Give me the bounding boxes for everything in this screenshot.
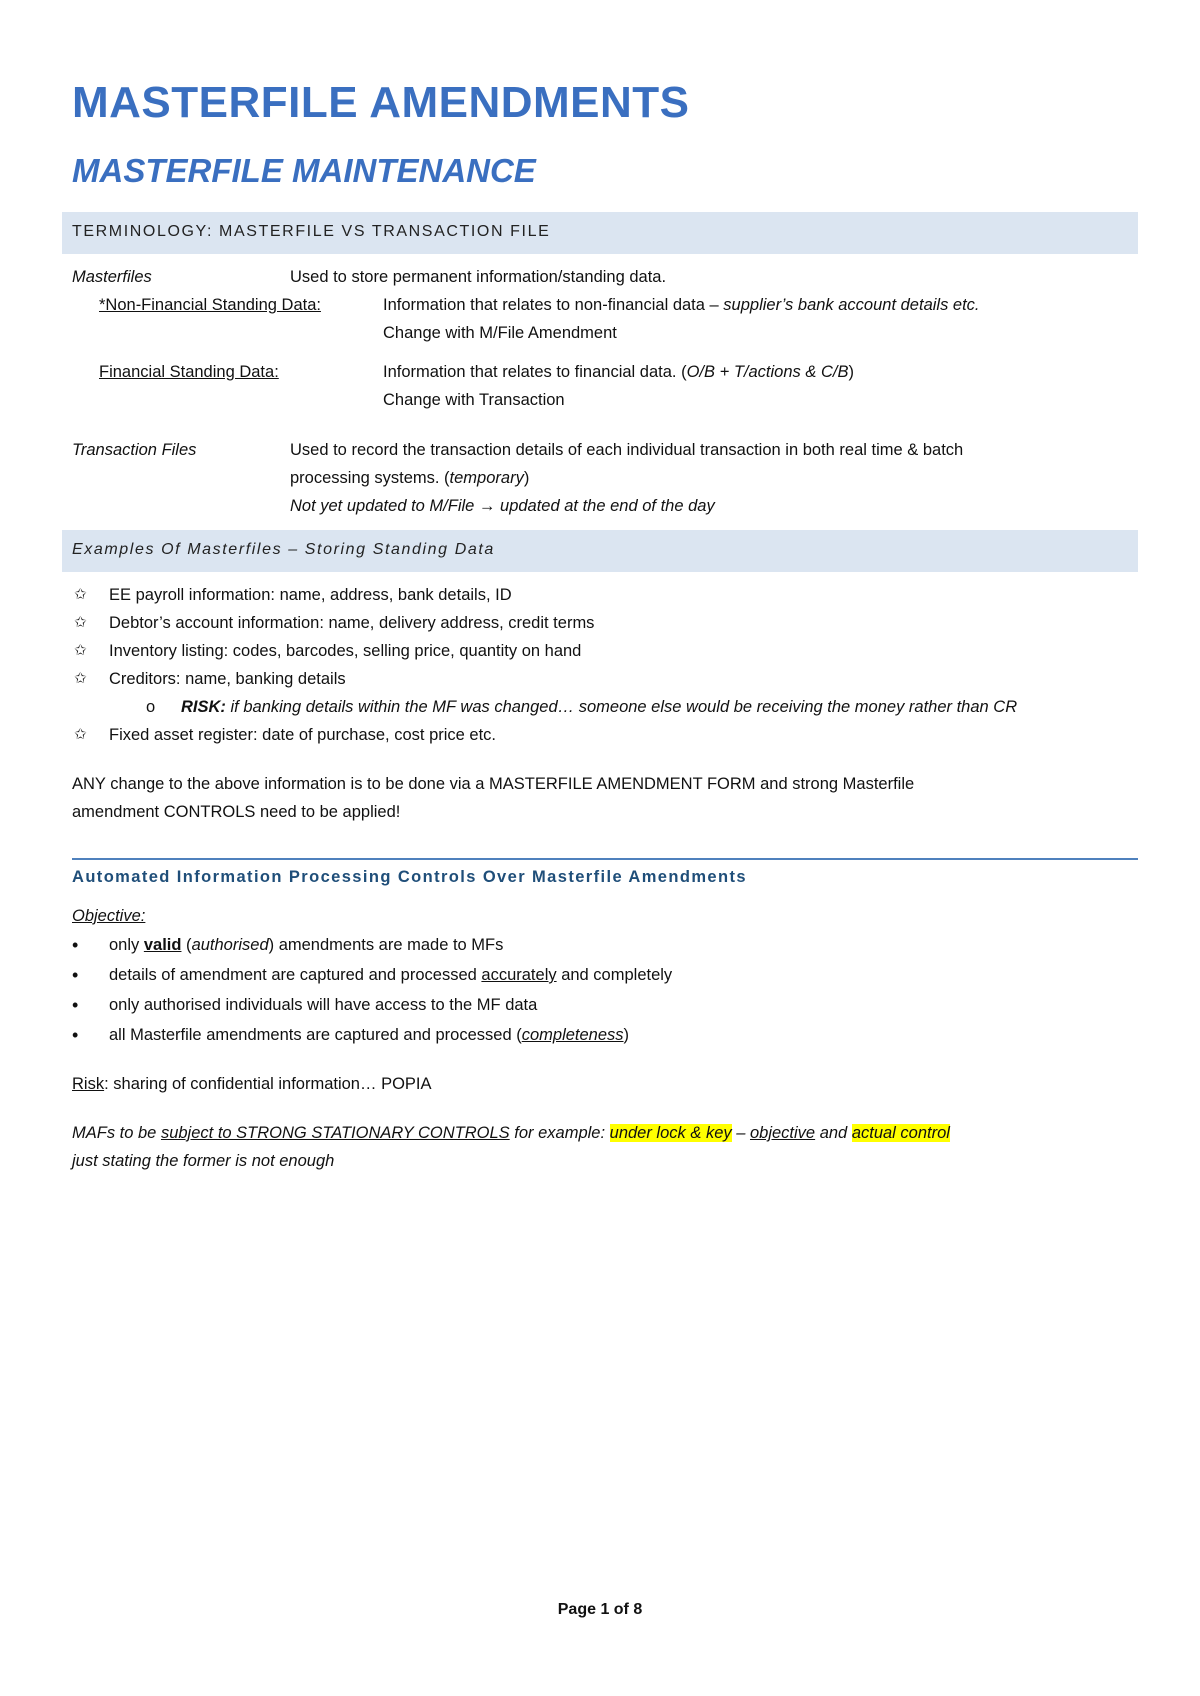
risk-label: Risk <box>72 1075 105 1093</box>
trans-desc-line2 <box>290 468 529 488</box>
b2-a: details of amendment are captured and processed <box>109 966 482 984</box>
masterfiles-label: Masterfiles <box>72 268 152 286</box>
b2-acc: accurately <box>481 966 557 984</box>
risk-sub-label: RISK: <box>181 698 226 716</box>
maf-actual-highlight: actual control <box>851 1124 950 1142</box>
objective-item-4 <box>109 1025 629 1045</box>
objective-label: Objective: <box>72 907 146 925</box>
trans-desc2-italic: temporary <box>449 469 524 487</box>
star-bullet-icon: ✩ <box>74 642 87 659</box>
amendment-note-line2: amendment CONTROLS need to be applied! <box>72 803 401 821</box>
nonfin-desc <box>383 295 980 315</box>
maf-line1 <box>72 1123 950 1143</box>
nonfin-desc-italic: supplier’s bank account details etc. <box>723 296 980 314</box>
nonfin-change: Change with M/File Amendment <box>383 324 617 342</box>
objective-item-1 <box>109 935 503 955</box>
example-item-3: Inventory listing: codes, barcodes, selling price, quantity on hand <box>109 642 582 660</box>
maf-a: MAFs to be <box>72 1124 161 1142</box>
objective-item-2 <box>109 965 672 985</box>
risk-line <box>72 1074 432 1094</box>
fin-change: Change with Transaction <box>383 391 565 409</box>
fin-desc-italic: O/B + T/actions & C/B <box>686 363 849 381</box>
fin-desc-end: ) <box>848 363 854 381</box>
maf-subject: subject to STRONG STATIONARY CONTROLS <box>160 1124 510 1142</box>
b4-b: ) <box>623 1026 630 1044</box>
star-bullet-icon: ✩ <box>74 726 87 743</box>
bullet-icon: • <box>72 965 79 985</box>
masterfiles-desc: Used to store permanent information/standing data. <box>290 268 667 286</box>
controls-heading: Automated Information Processing Controls Over Masterfile Amendments <box>72 868 747 886</box>
b1-auth: authorised <box>191 936 269 954</box>
example-item-5: Fixed asset register: date of purchase, cost price etc. <box>109 726 497 744</box>
fin-desc-text: Information that relates to financial data. ( <box>383 363 687 381</box>
fin-label: Financial Standing Data: <box>99 363 279 381</box>
star-bullet-icon: ✩ <box>74 614 87 631</box>
trans-desc-line1: Used to record the transaction details of each individual transaction in both real time & batch <box>290 441 964 459</box>
bullet-icon: • <box>72 935 79 955</box>
maf-d: and <box>815 1124 852 1142</box>
fin-desc <box>383 362 854 382</box>
b4-comp: completeness <box>521 1026 624 1044</box>
b1-c: ) amendments are made to MFs <box>268 936 504 954</box>
page-number: Page 1 of 8 <box>557 1601 643 1618</box>
example-item-4: Creditors: name, banking details <box>109 670 346 688</box>
b4-a: all Masterfile amendments are captured and processed ( <box>109 1026 522 1044</box>
maf-c: – <box>731 1124 750 1142</box>
star-bullet-icon: ✩ <box>74 670 87 687</box>
trans-label: Transaction Files <box>72 441 197 459</box>
example-item-1: EE payroll information: name, address, bank details, ID <box>109 586 512 604</box>
trans-desc2-end: ) <box>523 469 530 487</box>
risk-text: : sharing of confidential information… POPIA <box>104 1075 432 1093</box>
terminology-heading: TERMINOLOGY: MASTERFILE VS TRANSACTION FILE <box>72 223 551 240</box>
risk-sub-text: if banking details within the MF was changed… someone else would be receiving the money rather than CR <box>225 698 1018 716</box>
b1-valid: valid <box>143 936 182 954</box>
bullet-icon: • <box>72 995 79 1015</box>
sub-bullet-marker: o <box>146 698 156 716</box>
bullet-icon: • <box>72 1025 79 1045</box>
nonfin-label: *Non-Financial Standing Data: <box>99 296 321 314</box>
b2-b: and completely <box>556 966 673 984</box>
nonfin-desc-text: Information that relates to non-financial data – <box>383 296 724 314</box>
maf-objective: objective <box>749 1124 816 1142</box>
example-item-2: Debtor’s account information: name, delivery address, credit terms <box>109 614 595 632</box>
trans-note: Not yet updated to M/File → updated at the end of the day <box>290 497 715 515</box>
maf-b: for example: <box>509 1124 610 1142</box>
page-title: MASTERFILE AMENDMENTS <box>72 78 690 127</box>
maf-lock-highlight: under lock & key <box>609 1124 732 1142</box>
star-bullet-icon: ✩ <box>74 586 87 603</box>
examples-heading: Examples Of Masterfiles – Storing Standing Data <box>72 541 495 558</box>
objective-item-3: only authorised individuals will have access to the MF data <box>109 996 538 1014</box>
b1-a: only <box>109 936 144 954</box>
page-subtitle: MASTERFILE MAINTENANCE <box>72 152 536 189</box>
amendment-note-line1: ANY change to the above information is to be done via a MASTERFILE AMENDMENT FORM and strong Masterfile <box>72 775 915 793</box>
maf-line2: just stating the former is not enough <box>72 1152 335 1170</box>
risk-sub-item <box>181 697 1017 717</box>
trans-desc2-text: processing systems. ( <box>290 469 450 487</box>
b1-b: ( <box>181 936 192 954</box>
section-divider <box>72 858 1138 860</box>
